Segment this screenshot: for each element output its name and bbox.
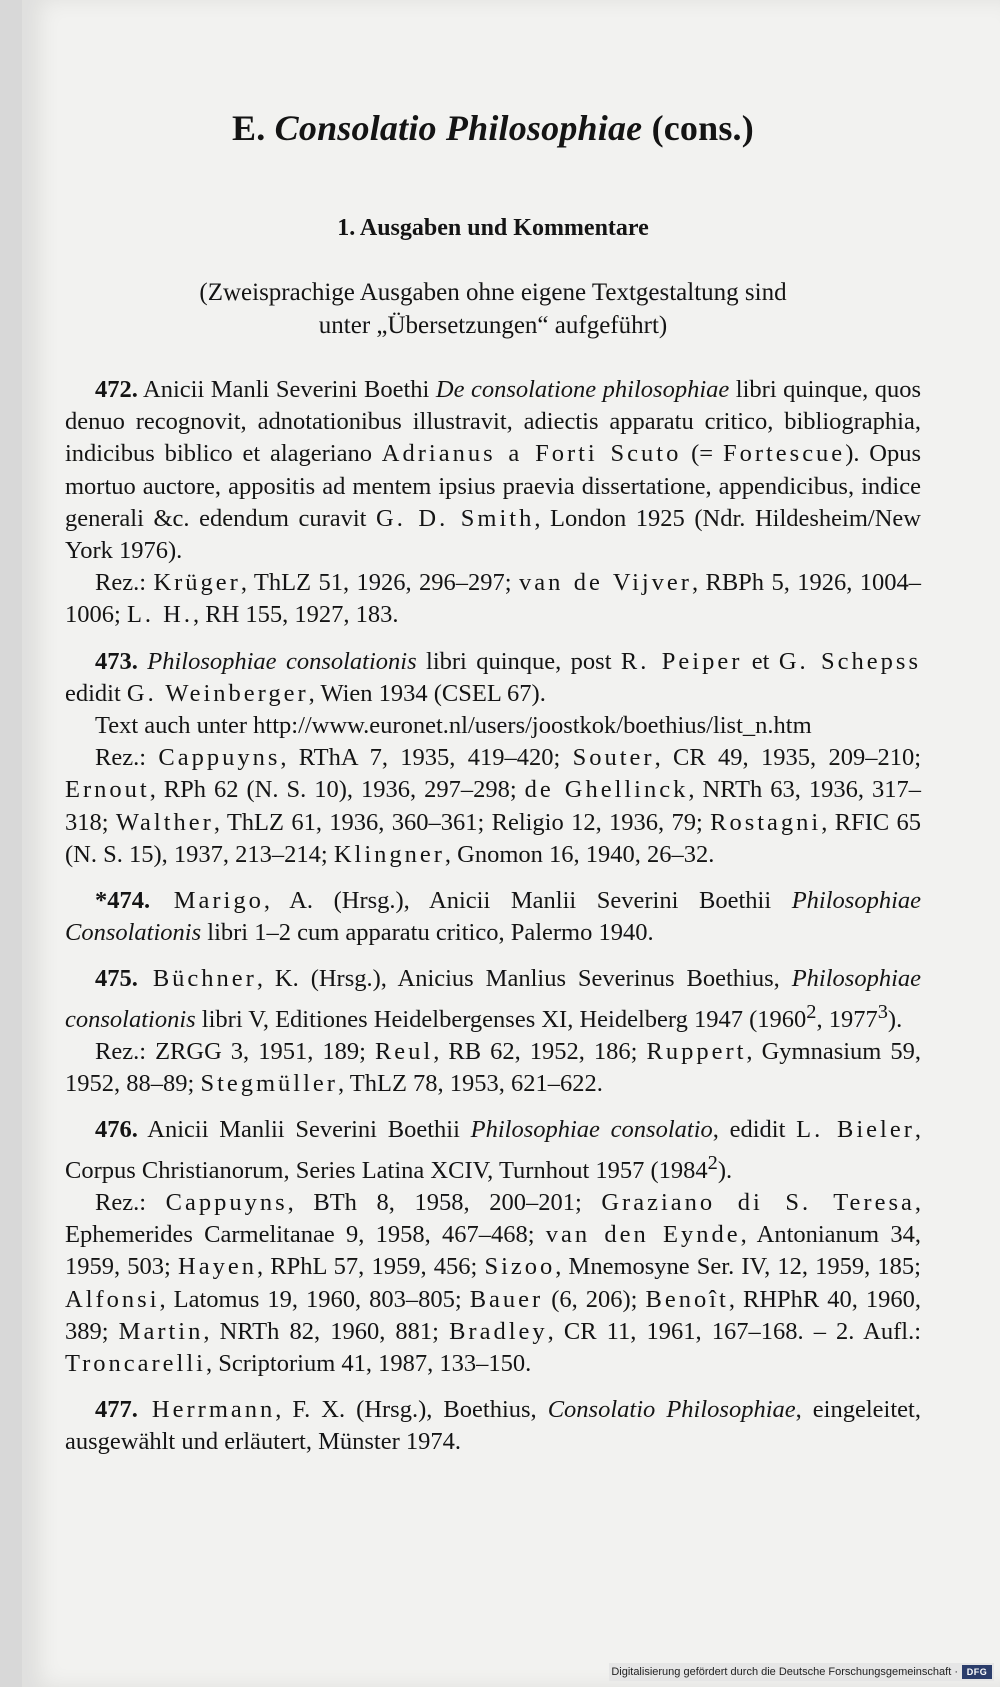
review-ref: , CR 11, 1961, 167–168. – 2. Aufl.:: [547, 1317, 922, 1345]
review-ref: , RH 155, 1927, 183.: [192, 601, 399, 629]
entry-text: Anicii Manli Severini Boethi: [137, 376, 436, 403]
entry-text: (=: [681, 440, 723, 468]
note-line-1: (Zweisprachige Ausgaben ohne eigene Textgestaltung sind: [199, 279, 787, 306]
entry-text: libri quinque, quos denuo recognovit, adnotationibus illustravit, adiectis apparatu critico, bibliographia, indicibus biblico et alageriano: [65, 376, 922, 468]
editor-name: Herrmann: [137, 1396, 276, 1424]
entry-text: , edidit: [712, 1116, 797, 1144]
entry-number: 477.: [95, 1396, 138, 1424]
entry-text: ). Opus mortuo auctore, appositis ad mentem ipsius praevia dissertatione, appendicibus, indice generali &c. edendum curavit: [65, 440, 922, 532]
reviewer-name: Bauer: [469, 1285, 544, 1313]
reviewer-name: Cappuyns: [158, 744, 281, 772]
entry-text: , 1977: [816, 1005, 878, 1033]
review-ref: , Gymnasium 59, 1952, 88–89;: [65, 1038, 922, 1098]
entry-text: ).: [717, 1156, 733, 1184]
entry-text: libri 1–2 cum apparatu critico, Palermo 1940.: [201, 919, 654, 947]
work-title: Philosophiae consolatio: [470, 1116, 713, 1144]
review-ref: , CR 49, 1935, 209–210;: [654, 744, 921, 772]
reviewer-name: Martin: [118, 1317, 204, 1345]
note-line-2: unter „Übersetzungen“ aufgeführt): [318, 312, 668, 339]
editor-name: R. Peiper: [620, 647, 743, 675]
scan-margin: [0, 0, 22, 1687]
entry-473-reviews: [65, 742, 921, 871]
reviewer-name: Ruppert: [646, 1038, 747, 1066]
review-ref: , RPh 62 (N. S. 10), 1936, 297–298;: [149, 776, 525, 804]
reviewer-name: Hayen: [178, 1253, 257, 1281]
entry-475-citation: [65, 963, 921, 1036]
entry-text: , Corpus Christianorum, Series Latina XCIV, Turnhout 1957 (1984: [65, 1116, 921, 1184]
section-note: [65, 276, 921, 342]
entry-number: 473.: [95, 647, 138, 675]
edition-superscript: 2: [707, 1151, 718, 1174]
entry-472-citation: [65, 374, 921, 567]
review-ref: , Ephemerides Carmelitanae 9, 1958, 467–468;: [65, 1188, 921, 1249]
digitization-footer: [609, 1663, 994, 1681]
review-ref: , Gnomon 16, 1940, 26–32.: [444, 840, 715, 868]
entry-473: [65, 646, 921, 871]
entry-text: , London 1925 (Ndr. Hildesheim/New York 1976).: [65, 504, 921, 565]
editor-name: L. Bieler: [796, 1116, 915, 1144]
footer-credit: Digitalisierung gefördert durch die Deutsche Forschungsgemeinschaft ·: [611, 1666, 958, 1678]
heading-title: Consolatio Philosophiae: [274, 108, 643, 148]
heading-abbreviation: (cons.): [651, 108, 754, 148]
reviewer-name: Benoît: [645, 1285, 729, 1313]
reviewer-name: L. H.: [126, 601, 193, 629]
entry-text: , K. (Hrsg.), Anicius Manlius Severinus Boethius,: [256, 965, 792, 993]
review-ref: ZRGG 3, 1951, 189;: [155, 1038, 375, 1066]
reviewer-name: van de Vijver: [518, 569, 692, 597]
entry-number: *474.: [95, 887, 151, 915]
work-title: Philosophiae Consolationis: [65, 887, 922, 947]
section-title: 1. Ausgaben und Kommentare: [337, 215, 649, 241]
entry-text: Anicii Manlii Severini Boethii: [137, 1116, 471, 1144]
entry-472: [65, 374, 921, 632]
review-ref: (6, 206);: [543, 1285, 646, 1313]
reviewer-name: Bradley: [449, 1317, 548, 1345]
entry-474-citation: [65, 885, 921, 949]
entry-472-reviews: [65, 567, 921, 631]
editor-name: Büchner: [137, 965, 257, 993]
entry-477-citation: [65, 1394, 921, 1458]
review-ref: , ThLZ 61, 1936, 360–361; Religio 12, 1936, 79;: [213, 808, 711, 836]
entry-number: 472.: [95, 376, 138, 403]
editor-name: G. D. Smith: [376, 504, 535, 532]
reviewer-name: van den Eynde: [545, 1221, 741, 1249]
entry-text: edidit: [65, 679, 127, 707]
entry-text: libri V, Editiones Heidelbergenses XI, Heidelberg 1947 (1960: [195, 1005, 807, 1033]
reviewer-name: Graziano di S. Teresa: [601, 1188, 915, 1216]
book-page: [22, 0, 1000, 1687]
review-ref: , RThA 7, 1935, 419–420;: [280, 744, 573, 772]
reviewer-name: Troncarelli: [65, 1350, 206, 1377]
reviewer-name: Reul: [374, 1038, 434, 1066]
reviewer-name: Alfonsi: [65, 1285, 160, 1313]
work-title: Philosophiae consolationis: [137, 647, 417, 675]
review-ref: , RBPh 5, 1926, 1004–1006;: [65, 569, 922, 629]
entry-text: , eingeleitet, ausgewählt und erläutert, Münster 1974.: [65, 1396, 921, 1456]
entry-474: [65, 885, 921, 949]
entry-text: , F. X. (Hrsg.), Boethius,: [275, 1396, 548, 1424]
review-label: Rez.:: [95, 1038, 156, 1066]
review-ref: , RHPhR 40, 1960, 389;: [65, 1285, 921, 1345]
editor-name: G. Weinberger: [126, 679, 309, 707]
reviewer-name: Cappuyns: [165, 1188, 288, 1216]
entry-476-citation: [65, 1114, 921, 1187]
reviewer-name: Krüger: [153, 569, 241, 597]
entry-text: , Wien 1934 (CSEL 67).: [308, 679, 546, 707]
entry-text: , A. (Hrsg.), Anicii Manlii Severini Boethii: [263, 887, 792, 915]
editor-name: G. Schepss: [778, 647, 921, 675]
editor-name: Marigo: [150, 887, 264, 915]
entry-476: [65, 1114, 921, 1380]
review-ref: , RFIC 65 (N. S. 15), 1937, 213–214;: [65, 808, 921, 868]
edition-superscript: 3: [877, 1000, 888, 1023]
work-title: Consolatio Philosophiae: [547, 1396, 796, 1424]
entry-473-citation: [65, 646, 921, 710]
reviewer-name: Ernout: [65, 776, 150, 804]
review-ref: , ThLZ 51, 1926, 296–297;: [240, 569, 519, 597]
review-ref: , RB 62, 1952, 186;: [433, 1038, 647, 1066]
review-ref: , NRTh 82, 1960, 881;: [203, 1317, 450, 1345]
reviewer-name: Rostagni: [710, 808, 822, 836]
reviewer-name: Souter: [572, 744, 655, 772]
chapter-heading: [65, 108, 921, 148]
work-title: Philosophiae consolationis: [65, 965, 922, 1033]
entry-text: libri quinque, post: [416, 647, 621, 675]
review-label: Rez.:: [95, 1188, 166, 1216]
entry-475: [65, 963, 921, 1100]
heading-letter: E.: [232, 108, 266, 148]
dfg-logo-icon: DFG: [962, 1665, 992, 1679]
work-title: De consolatione philosophiae: [435, 376, 730, 403]
reviewer-name: Stegmüller: [200, 1070, 338, 1098]
entry-477: [65, 1394, 921, 1458]
reviewer-name: de Ghellinck: [524, 776, 689, 804]
review-ref: , BTh 8, 1958, 200–201;: [287, 1188, 602, 1216]
entry-475-reviews: [65, 1036, 921, 1100]
entry-text: ).: [887, 1005, 903, 1033]
review-ref: , ThLZ 78, 1953, 621–622.: [337, 1070, 603, 1098]
review-ref: , Antonianum 34, 1959, 503;: [65, 1221, 921, 1281]
review-ref: , RPhL 57, 1959, 456;: [256, 1253, 485, 1281]
entry-text: et: [742, 647, 779, 675]
reviewer-name: Klingner: [333, 840, 445, 868]
bibliography-entries: [65, 374, 921, 1473]
review-label: Rez.:: [95, 569, 154, 597]
entry-number: 475.: [95, 965, 138, 993]
reviewer-name: Walther: [115, 808, 214, 836]
entry-number: 476.: [95, 1116, 138, 1144]
review-ref: , Scriptorium 41, 1987, 133–150.: [205, 1350, 532, 1377]
reviewer-name: Sizoo: [484, 1253, 556, 1281]
review-label: Rez.:: [95, 744, 159, 772]
review-ref: , Latomus 19, 1960, 803–805;: [159, 1285, 470, 1313]
entry-476-reviews: [65, 1187, 921, 1380]
review-ref: , NRTh 63, 1936, 317–318;: [65, 776, 921, 836]
review-ref: , Mnemosyne Ser. IV, 12, 1959, 185;: [555, 1253, 921, 1281]
entry-473-online-note: Text auch unter http://www.euronet.nl/users/joostkok/boethius/list_n.htm: [95, 712, 812, 740]
editor-name: Adrianus a Forti Scuto: [381, 440, 682, 468]
edition-superscript: 2: [806, 1000, 817, 1023]
editor-name: Fortescue: [722, 440, 846, 468]
